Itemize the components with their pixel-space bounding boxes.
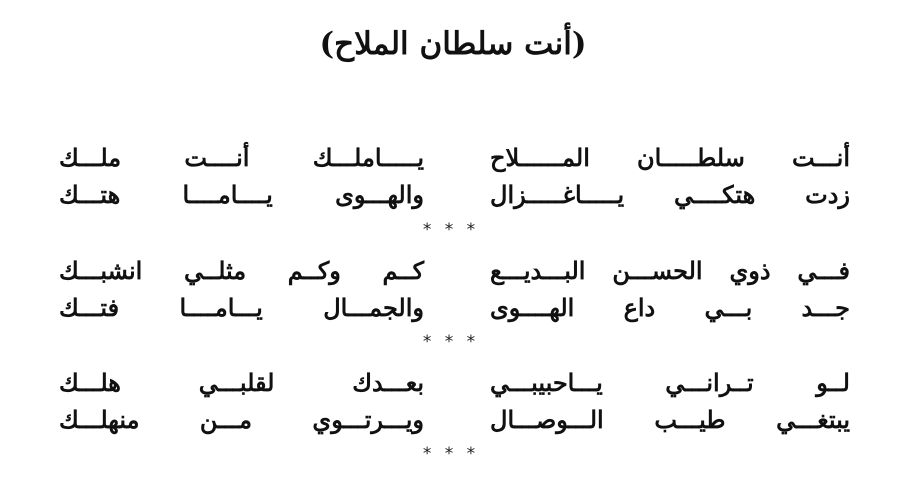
- verse-second-hemistich: يـــــاملـــك أنــــت ملـــك: [59, 143, 424, 172]
- verse-first-hemistich: يبتغـــي طيـــب الـــوصـــال: [490, 405, 850, 434]
- stanza-separator: * * *: [422, 332, 480, 352]
- verse-second-hemistich: والهـــوى يــــامــــا هتـــك: [59, 180, 424, 209]
- verse-first-hemistich: فـــي ذوي الحســـن البـــديـــع: [490, 256, 850, 285]
- verse-second-hemistich: كــم وكــم مثلــي انشبـــك: [59, 256, 424, 285]
- verse-second-hemistich: والجمـــال يـــامــــا فتـــك: [59, 293, 424, 322]
- stanza-separator: * * *: [422, 444, 480, 464]
- verse-first-hemistich: جـــد بـــي داع الهــــوى: [490, 293, 850, 322]
- stanza-separator: * * *: [422, 220, 480, 240]
- verse-second-hemistich: بعـــدك لقلبـــي هلـــك: [59, 368, 424, 397]
- verse-second-hemistich: ويـــرتـــوي مـــن منهلـــك: [59, 405, 424, 434]
- poem-title: (أنت سلطان الملاح): [319, 26, 587, 62]
- verse-first-hemistich: لــو تــرانـــي يـــاحبيبـــي: [490, 368, 850, 397]
- verse-first-hemistich: زدت هتكــــي يـــــاغـــــزال: [490, 180, 850, 209]
- verse-first-hemistich: أنـــت سلطـــــان المــــــلاح: [490, 143, 850, 172]
